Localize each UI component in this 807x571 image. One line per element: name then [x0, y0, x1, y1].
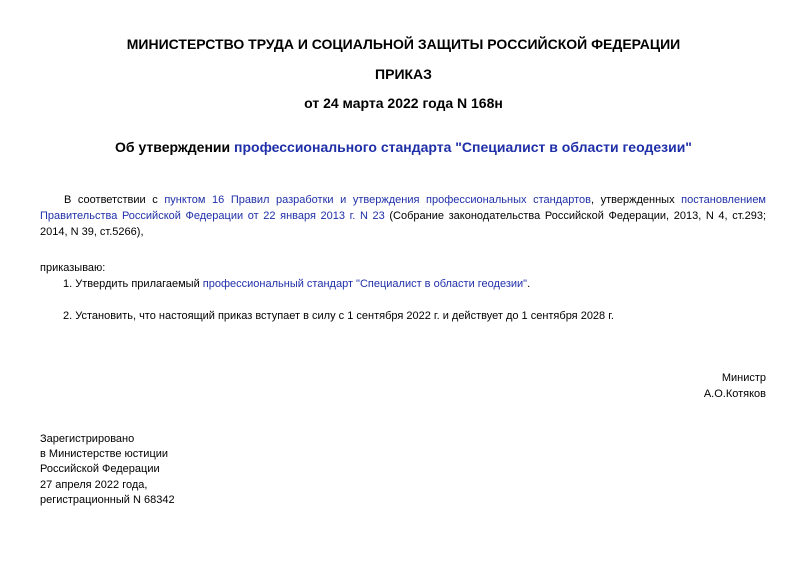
registration-line-1: Зарегистрировано [40, 433, 135, 445]
registration-date: 27 апреля 2022 года, [40, 479, 148, 491]
ministry-heading: МИНИСТЕРСТВО ТРУДА И СОЦИАЛЬНОЙ ЗАЩИТЫ РОССИЙСКОЙ ФЕДЕРАЦИИ [126, 36, 681, 52]
preamble-text-2: , утвержденных [590, 194, 682, 206]
order-date-number: от 24 марта 2022 года N 168н [304, 95, 503, 111]
preamble-text-1: В соответствии с [64, 194, 165, 206]
signatory-position: Министр [721, 372, 766, 384]
professional-standard-link[interactable]: профессиональный стандарт "Специалист в области геодезии" [202, 278, 528, 290]
order-item-1 [63, 278, 530, 290]
item1-text-1: 1. Утвердить прилагаемый [63, 278, 203, 290]
signatory-name: А.О.Котяков [703, 388, 766, 400]
order-word: приказываю: [40, 262, 106, 274]
registration-line-2: в Министерстве юстиции [40, 448, 169, 460]
government-decree-link[interactable]: постановлением Правительства Российской Федерации от 22 января 2013 г. N 23 [40, 194, 766, 222]
standard-title-link[interactable]: профессионального стандарта "Специалист в области геодезии" [234, 139, 692, 155]
registration-number: регистрационный N 68342 [40, 494, 175, 506]
document-type: ПРИКАЗ [375, 66, 432, 82]
preamble-text-3: (Собрание законодательства Российской Федерации, 2013, N 4, ст.293; 2014, N 39, ст.5266), [40, 210, 767, 238]
order-title-prefix: Об утверждении [115, 139, 235, 155]
order-item-2: 2. Установить, что настоящий приказ вступает в силу с 1 сентября 2022 г. и действует до 1 сентября 2028 г. [63, 310, 614, 322]
item1-text-2: . [527, 278, 531, 290]
registration-line-3: Российской Федерации [40, 463, 160, 475]
order-title [0, 139, 807, 155]
preamble-paragraph [40, 192, 766, 240]
rules-point-16-link[interactable]: пунктом 16 Правил разработки и утверждения профессиональных стандартов [164, 194, 591, 206]
